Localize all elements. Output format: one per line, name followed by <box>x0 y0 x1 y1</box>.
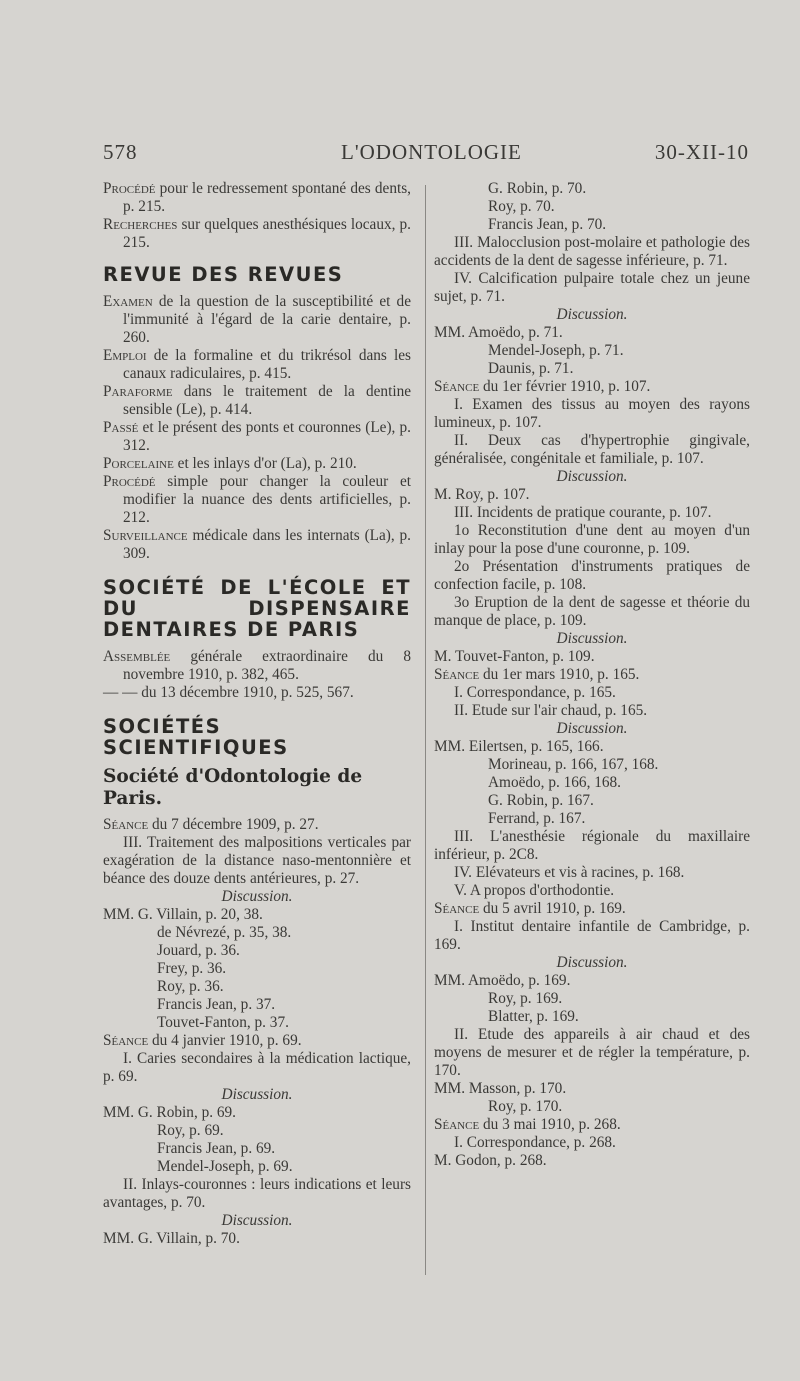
agenda-item: I. Correspondance, p. 268. <box>454 1134 616 1151</box>
page-number: 578 <box>103 140 138 164</box>
seance-entry: Séance du 5 avril 1910, p. 169. <box>434 900 626 917</box>
agenda-item: I. Examen des tissus au moyen des rayons lumineux, p. 107. <box>434 396 750 431</box>
subsection-heading-paris: Société d'Odontologie de Paris. <box>103 766 363 809</box>
column-divider <box>425 185 426 1275</box>
discussion-label: Discussion. <box>556 306 628 323</box>
discussion-list: M. Godon, p. 268. <box>434 1152 547 1169</box>
discussion-label: Discussion. <box>221 888 293 905</box>
index-entry: Passé et le présent des ponts et couronnes (Le), p. 312. <box>103 419 411 454</box>
index-entry: Porcelaine et les inlays d'or (La), p. 210. <box>103 455 357 472</box>
issue-date: 30-XII-10 <box>654 140 749 164</box>
index-entry: Examen de la question de la susceptibilité et de l'immunité à l'égard de la carie dentaire, p. 260. <box>103 293 411 346</box>
index-entry: Paraforme dans le traitement de la dentine sensible (Le), p. 414. <box>103 383 412 418</box>
agenda-subitem: 3o Eruption de la dent de sagesse et théorie du manque de place, p. 109. <box>434 594 750 629</box>
agenda-item: V. A propos d'orthodontie. <box>454 882 615 899</box>
discussion-list: MM. Amoëdo, p. 169. Roy, p. 169. Blatter, p. 169. <box>434 972 579 1025</box>
discussion-list: MM. G. Robin, p. 69. Roy, p. 69. Francis Jean, p. 69. Mendel-Joseph, p. 69. <box>103 1104 293 1175</box>
agenda-item: III. L'anesthésie régionale du maxillaire inférieur, p. 2C8. <box>434 828 750 863</box>
section-heading-ecole: SOCIÉTÉ DE L'ÉCOLE ET DU DISPENSAIRE DENTAIRES DE PARIS <box>103 576 411 641</box>
seance-entry: Séance du 3 mai 1910, p. 268. <box>434 1116 621 1133</box>
index-entry: Procédé simple pour changer la couleur et modifier la nuance des dents artificielles, p. 212. <box>103 473 411 526</box>
discussion-list: MM. G. Villain, p. 70. <box>103 1230 240 1247</box>
index-entry: Surveillance médicale dans les internats (La), p. 309. <box>103 527 411 562</box>
agenda-item: III. Traitement des malpositions verticales par exagération de la distance naso-mentonnière et béance des douze dents antérieures, p. 27. <box>103 834 411 887</box>
index-entry: — — du 13 décembre 1910, p. 525, 567. <box>103 684 354 701</box>
discussion-list: MM. G. Villain, p. 20, 38. de Névrezé, p. 35, 38. Jouard, p. 36. Frey, p. 36. Roy, p. 36. Francis Jean, p. 37. Touvet-Fanton, p. 37. <box>103 906 292 1031</box>
discussion-list: M. Roy, p. 107. <box>434 486 530 503</box>
left-column <box>103 180 411 1248</box>
discussion-label: Discussion. <box>221 1212 293 1229</box>
discussion-list: G. Robin, p. 70. Roy, p. 70. Francis Jean, p. 70. <box>488 180 607 233</box>
discussion-list: MM. Masson, p. 170. Roy, p. 170. <box>434 1080 567 1115</box>
agenda-item: II. Etude des appareils à air chaud et des moyens de mesurer et de régler la température, p. 170. <box>434 1026 750 1079</box>
seance-entry: Séance du 7 décembre 1909, p. 27. <box>103 816 319 833</box>
agenda-subitem: 2o Présentation d'instruments pratiques de confection facile, p. 108. <box>434 558 750 593</box>
agenda-item: II. Inlays-couronnes : leurs indications et leurs avantages, p. 70. <box>103 1176 411 1211</box>
agenda-subitem: 1o Reconstitution d'une dent au moyen d'un inlay pour la pose d'une couronne, p. 109. <box>434 522 750 557</box>
right-column <box>434 180 750 1170</box>
agenda-item: I. Caries secondaires à la médication lactique, p. 69. <box>103 1050 411 1085</box>
seance-entry: Séance du 4 janvier 1910, p. 69. <box>103 1032 302 1049</box>
discussion-label: Discussion. <box>556 720 628 737</box>
seance-entry: Séance du 1er février 1910, p. 107. <box>434 378 651 395</box>
running-header <box>103 140 749 170</box>
section-heading-revue: REVUE DES REVUES <box>103 263 344 286</box>
section-heading-societes: SOCIÉTÉS SCIENTIFIQUES <box>103 715 289 759</box>
discussion-list: MM. Eilertsen, p. 165, 166. Morineau, p. 166, 167, 168. Amoëdo, p. 166, 168. G. Robin, p. 167. Ferrand, p. 167. <box>434 738 659 827</box>
agenda-item: IV. Calcification pulpaire totale chez un jeune sujet, p. 71. <box>434 270 750 305</box>
discussion-label: Discussion. <box>556 954 628 971</box>
discussion-list: MM. Amoëdo, p. 71. Mendel-Joseph, p. 71. Daunis, p. 71. <box>434 324 624 377</box>
agenda-item: II. Deux cas d'hypertrophie gingivale, généralisée, congénitale et familiale, p. 107. <box>434 432 750 467</box>
discussion-list: M. Touvet-Fanton, p. 109. <box>434 648 595 665</box>
agenda-item: IV. Elévateurs et vis à racines, p. 168. <box>454 864 685 881</box>
index-entry: Procédé pour le redressement spontané des dents, p. 215. <box>103 180 411 215</box>
discussion-label: Discussion. <box>556 468 628 485</box>
agenda-item: I. Institut dentaire infantile de Cambridge, p. 169. <box>434 918 750 953</box>
index-entry: Emploi de la formaline et du trikrésol dans les canaux radiculaires, p. 415. <box>103 347 411 382</box>
agenda-item: I. Correspondance, p. 165. <box>454 684 616 701</box>
agenda-item: III. Malocclusion post-molaire et pathologie des accidents de la dent de sagesse inférieure, p. 71. <box>434 234 750 269</box>
discussion-label: Discussion. <box>556 630 628 647</box>
discussion-label: Discussion. <box>221 1086 293 1103</box>
index-entry: Recherches sur quelques anesthésiques locaux, p. 215. <box>103 216 411 251</box>
agenda-item: III. Incidents de pratique courante, p. 107. <box>454 504 712 521</box>
index-entry: Assemblée générale extraordinaire du 8 novembre 1910, p. 382, 465. <box>103 648 411 683</box>
agenda-item: II. Etude sur l'air chaud, p. 165. <box>454 702 648 719</box>
journal-title: L'ODONTOLOGIE <box>341 140 522 164</box>
seance-entry: Séance du 1er mars 1910, p. 165. <box>434 666 640 683</box>
